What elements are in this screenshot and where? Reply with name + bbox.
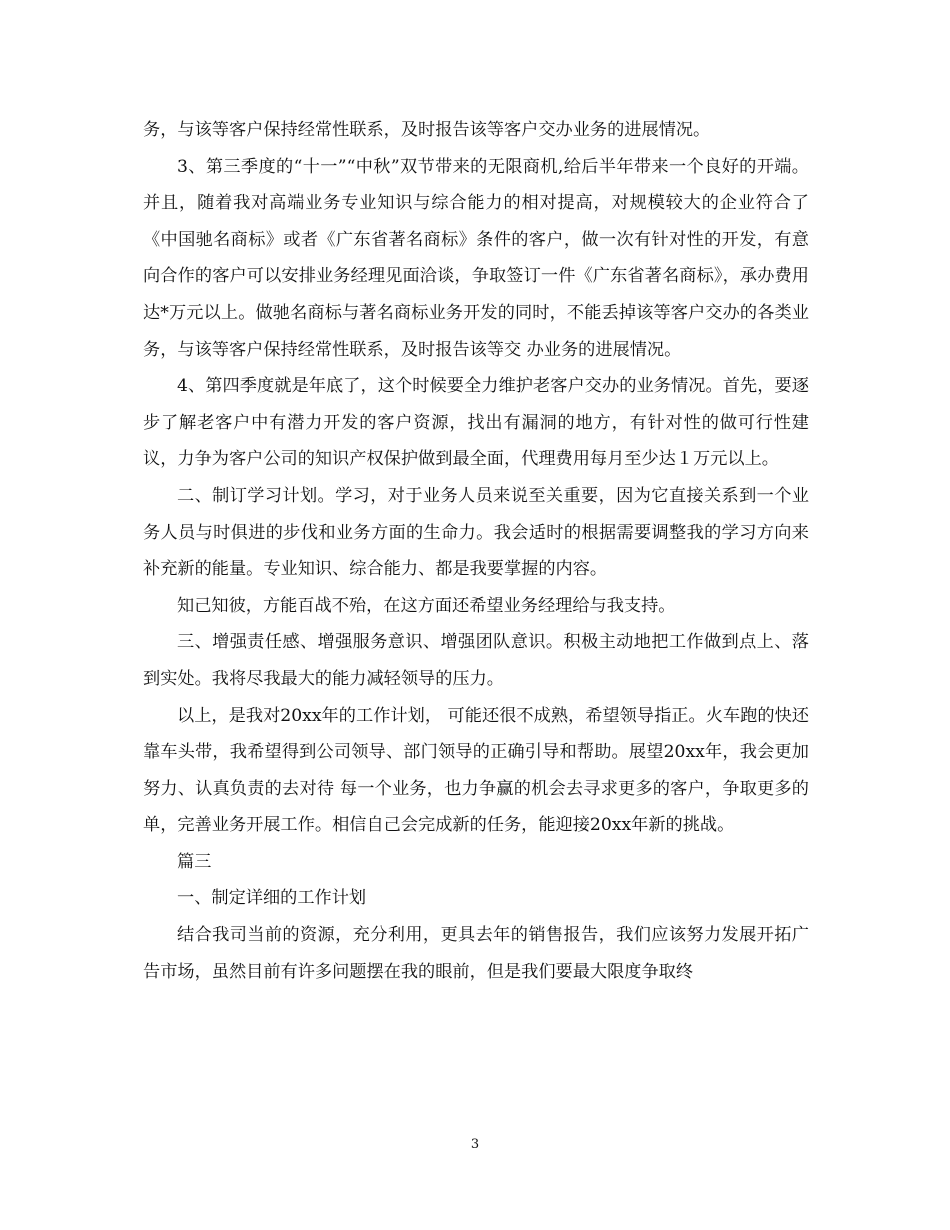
- page-number: 3: [470, 1137, 480, 1152]
- paragraph-fourth-quarter: 4、第四季度就是年底了，这个时候要全力维护老客户交办的业务情况。首先，要逐步了解老客户中有潜力开发的客户资源，找出有漏洞的地方，有针对性的做可行性建议，力争为客户公司的知识产权保护做到最全面，代理费用每月至少达１万元以上。: [143, 376, 809, 470]
- paragraph-continued: 务，与该等客户保持经常性联系，及时报告该等客户交办业务的进展情况。: [143, 120, 711, 140]
- paragraph-know-yourself: 知己知彼，方能百战不殆，在这方面还希望业务经理给与我支持。: [177, 595, 676, 616]
- paragraph-third-quarter: 3、第三季度的“十一”“中秋”双节带来的无限商机,给后半年带来一个良好的开端。并且，随着我对高端业务专业知识与综合能力的相对提高，对规模较大的企业符合了《中国驰名商标》或者《广东省著名商标》条件的客户，做一次有针对性的开发，有意向合作的客户可以安排业务经理见面洽谈，争取签订一件《广东省著名商标》，承办费用达*万元以上。做驰名商标与著名商标业务开发的同时，不能丢掉该等客户交办的各类业务，与该等客户保持经常性联系，及时报告该等交 办业务的进展情况。: [143, 156, 809, 360]
- section-heading-work-plan: 一、制定详细的工作计划: [177, 888, 367, 909]
- section-heading-part-three: 篇三: [177, 851, 212, 872]
- paragraph-work-plan-body: 结合我司当前的资源，充分利用，更具去年的销售报告，我们应该努力发展开拓广告市场，虽然目前有许多问题摆在我的眼前，但是我们要最大限度争取终: [143, 925, 809, 982]
- document-body: [143, 112, 809, 990]
- paragraph-summary: 以上，是我对20xx年的工作计划， 可能还很不成熟，希望领导指正。火车跑的快还靠车头带，我希望得到公司领导、部门领导的正确引导和帮助。展望20xx年，我会更加努力、认真负责的去对待 每一个业务，也力争赢的机会去寻求更多的客户，争取更多的单，完善业务开展工作。相信自己会完成新的任务，能迎接20xx年新的挑战。: [143, 705, 809, 836]
- paragraph-responsibility: 三、增强责任感、增强服务意识、增强团队意识。积极主动地把工作做到点上、落到实处。我将尽我最大的能力减轻领导的压力。: [143, 632, 809, 689]
- paragraph-study-plan: 二、制订学习计划。学习，对于业务人员来说至关重要，因为它直接关系到一个业务人员与时俱进的步伐和业务方面的生命力。我会适时的根据需要调整我的学习方向来补充新的能量。专业知识、综合能力、都是我要掌握的内容。: [143, 485, 809, 580]
